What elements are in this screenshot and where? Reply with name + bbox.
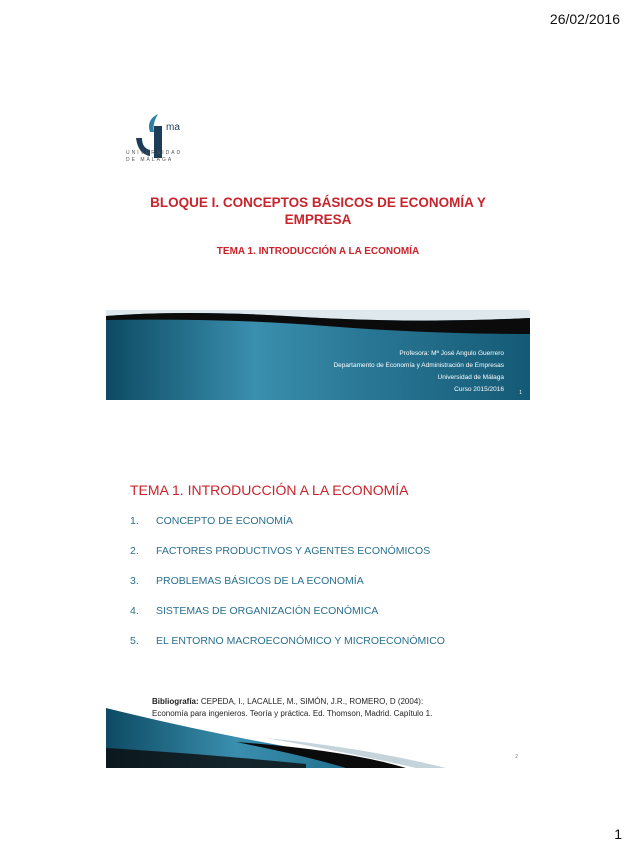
item-label: PROBLEMAS BÁSICOS DE LA ECONOMÍA bbox=[156, 575, 364, 587]
item-label: EL ENTORNO MACROECONÓMICO Y MICROECONÓMICO bbox=[156, 635, 445, 647]
slide-title: TEMA 1. INTRODUCCIÓN A LA ECONOMÍA bbox=[130, 482, 409, 498]
slide-number: 1 bbox=[519, 390, 522, 396]
list-item bbox=[130, 604, 445, 634]
page-number: 1 bbox=[614, 826, 622, 842]
slide-1 bbox=[106, 90, 530, 400]
list-item bbox=[130, 514, 445, 544]
item-number: 4. bbox=[130, 605, 139, 617]
slide-title bbox=[106, 194, 530, 228]
bibliography-text-line-1: CEPEDA, I., LACALLE, M., SIMÓN, J.R., ROMERO, D (2004): bbox=[198, 697, 424, 706]
credit-university: Universidad de Málaga bbox=[437, 374, 504, 381]
credit-course: Curso 2015/2016 bbox=[454, 386, 504, 393]
list-item bbox=[130, 634, 445, 664]
item-label: FACTORES PRODUCTIVOS Y AGENTES ECONÓMICOS bbox=[156, 545, 431, 557]
logo-text-line-1: UNIVERSIDAD bbox=[126, 150, 183, 156]
list-item bbox=[130, 544, 445, 574]
slide-title-line-2: EMPRESA bbox=[284, 212, 352, 227]
university-name bbox=[126, 150, 196, 164]
list-item bbox=[130, 574, 445, 604]
credit-department: Departamento de Economía y Administración de Empresas bbox=[333, 362, 504, 369]
bibliography-text-line-2: Economía para ingenieros. Teoría y práctica. Ed. Thomson, Madrid. Capítulo 1. bbox=[152, 709, 433, 718]
svg-text:ma: ma bbox=[166, 122, 180, 133]
item-label: SISTEMAS DE ORGANIZACIÓN ECONÓMICA bbox=[156, 605, 379, 617]
item-number: 2. bbox=[130, 545, 139, 557]
item-number: 3. bbox=[130, 575, 139, 587]
slide-subtitle: TEMA 1. INTRODUCCIÓN A LA ECONOMÍA bbox=[216, 246, 420, 257]
item-label: CONCEPTO DE ECONOMÍA bbox=[156, 515, 293, 527]
logo-text-line-2: DE MÁLAGA bbox=[126, 157, 174, 163]
bibliography bbox=[152, 696, 512, 720]
credit-professor: Profesora: Mª José Angulo Guerrero bbox=[399, 350, 504, 357]
credits bbox=[333, 348, 504, 396]
slide-title-line-1: BLOQUE I. CONCEPTOS BÁSICOS DE ECONOMÍA Y bbox=[150, 195, 486, 210]
print-date: 26/02/2016 bbox=[549, 11, 620, 27]
item-number: 1. bbox=[130, 515, 139, 527]
item-number: 5. bbox=[130, 635, 139, 647]
slide-2 bbox=[106, 462, 530, 768]
topic-list bbox=[130, 514, 445, 664]
bibliography-label: Bibliografía: bbox=[152, 697, 199, 706]
slide-number: 2 bbox=[515, 754, 518, 760]
